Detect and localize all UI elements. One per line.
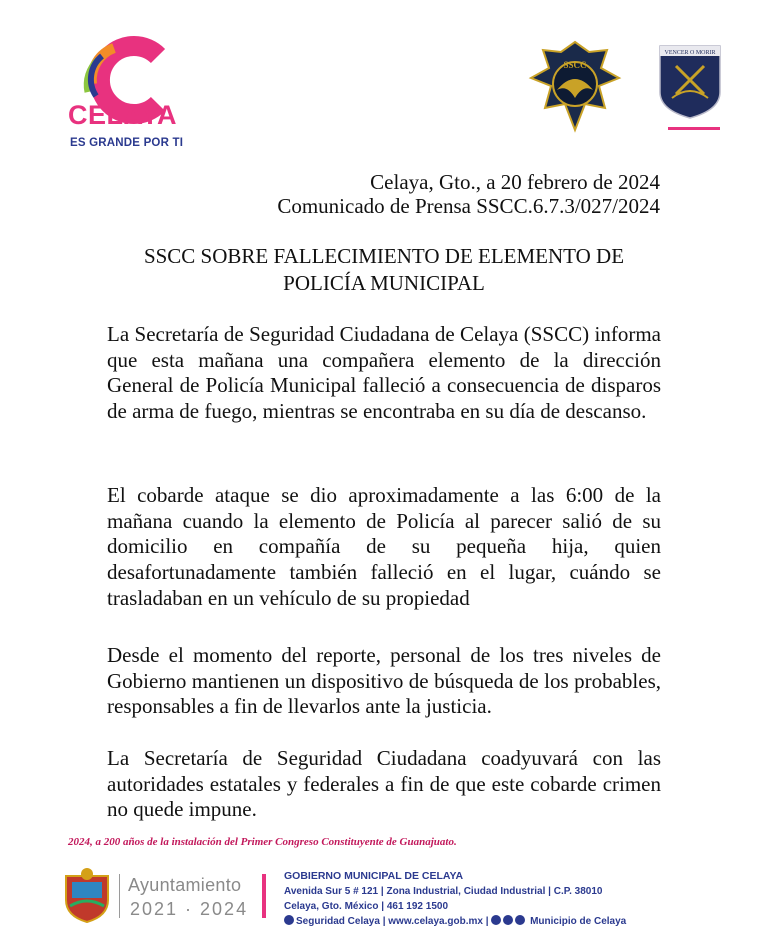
instagram-icon: [515, 915, 525, 925]
police-shield-emblem: [656, 44, 724, 120]
social-line: Seguridad Celaya | www.celaya.gob.mx | Municipio de Celaya: [284, 915, 626, 927]
website-link[interactable]: www.celaya.gob.mx: [388, 916, 483, 927]
footer-accent-bar: [262, 874, 266, 918]
press-release-number: Comunicado de Prensa SSCC.6.7.3/027/2024: [277, 194, 660, 218]
brand-wordmark: CELAYA: [68, 100, 178, 130]
facebook-icon: [491, 915, 501, 925]
government-name: GOBIERNO MUNICIPAL DE CELAYA: [284, 870, 464, 882]
date-line: Celaya, Gto., a 20 febrero de 2024: [370, 170, 660, 194]
document-title-line-1: SSCC SOBRE FALLECIMIENTO DE ELEMENTO DE: [143, 244, 625, 268]
paragraph-2: El cobarde ataque se dio aproximadamente a las 6:00 de la mañana cuando la elemento de Policía al parecer salió de su domicilio en compañía de su pequeña hija, quien desafortunadamente también falleció en el lugar, cuándo se trasladaban en un vehículo de su propiedad: [107, 483, 661, 610]
emblem-underline: [668, 127, 720, 130]
emblem-motto: VENCER O MORIR: [664, 50, 716, 56]
ayuntamiento-label: Ayuntamiento: [128, 875, 242, 895]
paragraph-1: La Secretaría de Seguridad Ciudadana de Celaya (SSCC) informa que esta mañana una compañera elemento de la dirección General de Policía Municipal falleció a consecuencia de disparos de arma de fuego, mientras se encontraba en su día de descanso.: [107, 322, 661, 424]
ayuntamiento-years: 2021 · 2024: [130, 899, 249, 919]
paragraph-4: La Secretaría de Seguridad Ciudadana coadyuvará con las autoridades estatales y federales a fin de que este cobarde crimen no quede impune.: [107, 746, 661, 822]
social-handle-2[interactable]: Municipio de Celaya: [530, 916, 627, 927]
social-handle-1[interactable]: Seguridad Celaya: [296, 916, 380, 927]
city-phone-line: Celaya, Gto. México | 461 192 1500: [284, 901, 449, 912]
emblem-text: SSCC: [563, 60, 587, 70]
brand-tagline: ES GRANDE POR TI: [70, 137, 184, 149]
coat-of-arms-icon: [60, 866, 114, 924]
twitter-icon: [503, 915, 513, 925]
footer-divider: [119, 874, 120, 918]
sscc-eagle-emblem: [527, 38, 623, 134]
facebook-icon: [284, 915, 294, 925]
footer-motto: 2024, a 200 años de la instalación del Primer Congreso Constituyente de Guanajuato.: [68, 836, 457, 848]
paragraph-3: Desde el momento del reporte, personal de los tres niveles de Gobierno mantienen un dispositivo de búsqueda de los probables, responsables a fin de llevarlos ante la justicia.: [107, 643, 661, 719]
address-line: Avenida Sur 5 # 121 | Zona Industrial, Ciudad Industrial | C.P. 38010: [284, 886, 603, 897]
document-title-line-2: POLICÍA MUNICIPAL: [283, 271, 485, 295]
